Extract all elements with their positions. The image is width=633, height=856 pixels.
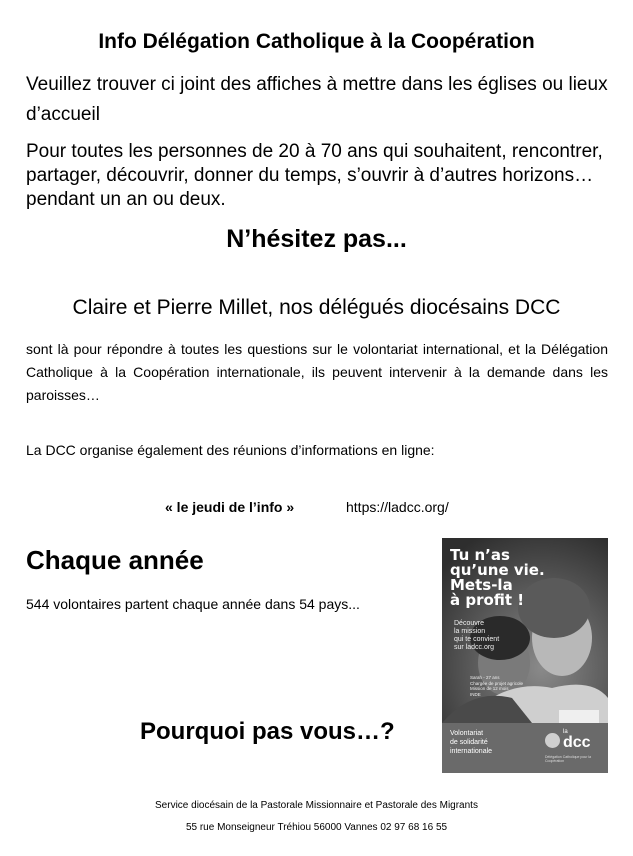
page-title: Info Délégation Catholique à la Coopération [98,30,535,53]
delegates-heading: Claire et Pierre Millet, nos délégués diocésains DCC [72,296,561,319]
footer-service: Service diocésain de la Pastorale Missionnaire et Pastorale des Migrants [155,800,478,811]
call-to-action: Pourquoi pas vous…? [140,718,395,745]
intro-paragraph: Veuillez trouver ci joint des affiches à mettre dans les églises ou lieux d’accueil [26,74,608,125]
footer-address: 55 rue Monseigneur Tréhiou 56000 Vannes 02 97 68 16 55 [185,822,448,833]
yearly-stat: 544 volontaires partent chaque année dans 54 pays... [26,596,360,612]
delegates-paragraph: sont là pour répondre à toutes les questions sur le volontariat international, et la Délégation Catholique à la Coopération internationale, ils peuvent intervenir à la demande dans les paroisses… [26,341,608,403]
poster-sticker [559,710,599,724]
audience-paragraph: Pour toutes les personnes de 20 à 70 ans qui souhaitent, rencontrer, partager, découvrir, donner du temps, s’ouvrir à d’autres horizons… pendant un an ou deux. [26,141,603,210]
meetings-paragraph: La DCC organise également des réunions d’informations en ligne: [26,442,435,458]
poster-volunteering-text: Volontariat de solidarité internationale [450,730,493,755]
poster-volunteer-info: Sarah - 27 ans Chargée de projet agricole Mission de 12 mois INDE [470,675,524,697]
poster-headline: Tu n’as qu’une vie. Mets-la à profit ! [450,546,545,609]
poster-footer-band [442,723,608,773]
globe-icon [545,733,560,748]
headline: N’hésitez pas... [226,225,407,253]
dcc-logo: la dcc Délégation Catholique pour la Coopération [545,729,592,763]
info-event-label: « le jeudi de l’info » [165,499,295,515]
dcc-poster [442,538,608,773]
yearly-heading: Chaque année [26,545,204,575]
poster-subtext: Découvre la mission qui te convient sur ladcc.org [454,620,500,651]
website-link[interactable]: https://ladcc.org/ [346,499,449,515]
